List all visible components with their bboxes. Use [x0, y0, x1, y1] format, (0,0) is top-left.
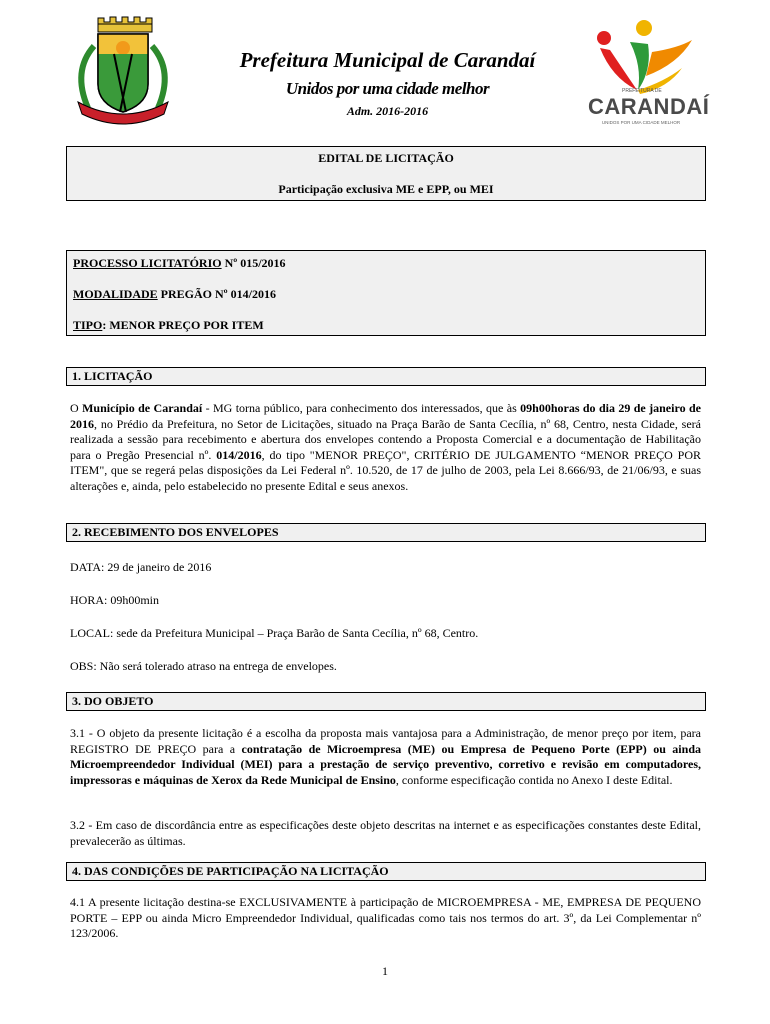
- section-4-paragraph-1: 4.1 A presente licitação destina-se EXCLUSIVAMENTE à participação de MICROEMPRESA - ME, EMPRESA DE PEQUENO PORTE – EPP ou ainda Micro Empreendedor Individual, qualificadas como tais nos termos do art. 3º, da Lei Complementar nº 123/2006.: [70, 895, 701, 940]
- edital-box: [66, 146, 706, 201]
- text-run: 3.1 - O objeto da presente licitação é a escolha da proposta mais vantajosa para a Administração, de menor preço por item, para REGISTRO DE PREÇO para a: [70, 726, 701, 756]
- municipality-title: Prefeitura Municipal de Carandaí: [239, 48, 536, 72]
- text-run-bold: 09h00horas do dia 29 de janeiro de 2016: [70, 401, 701, 431]
- edital-subtitle: Participação exclusiva ME e EPP, ou MEI: [278, 182, 494, 196]
- processo-value: Nº 015/2016: [221, 256, 286, 270]
- reception-time: HORA: 09h00min: [70, 593, 160, 607]
- tipo-value: : MENOR PREÇO POR ITEM: [102, 318, 264, 332]
- municipal-crest-icon: [64, 16, 182, 128]
- text-run-bold: 014/2016: [216, 447, 262, 462]
- modalidade-label: MODALIDADE: [73, 287, 158, 301]
- reception-note: OBS: Não será tolerado atraso na entrega de envelopes.: [70, 659, 337, 673]
- logo-word: CARANDAÍ: [588, 94, 710, 119]
- section-3-heading: 3. DO OBJETO: [66, 692, 706, 711]
- text-run: O: [70, 401, 83, 415]
- edital-title: EDITAL DE LICITAÇÃO: [318, 151, 454, 165]
- administration-period: Adm. 2016-2016: [346, 104, 429, 118]
- text-run-bold: Município de Carandaí: [82, 401, 203, 415]
- tipo-label: TIPO: [73, 318, 103, 332]
- section-1-heading: 1. LICITAÇÃO: [66, 367, 706, 386]
- text-run-bold: contratação de Microempresa (ME) ou Empresa de Pequeno Porte (EPP) ou ainda Microempreendedor Individual (MEI) para a prestação de serviço preventivo, corretivo e revisão em computadores, impressoras e máquinas de Xerox da Rede Municipal de Ensino: [70, 741, 701, 787]
- section-3-paragraph-1: [70, 726, 701, 788]
- logo-small-text: PREFEITURA DE: [622, 88, 662, 94]
- processo-box: [66, 250, 706, 336]
- modalidade-value: PREGÃO Nº 014/2016: [157, 287, 276, 301]
- text-run: , do tipo "MENOR PREÇO", CRITÉRIO DE JULGAMENTO “MENOR PREÇO POR ITEM", que se regerá pelas disposições da Lei Federal nº. 10.520, de 17 de julho de 2003, pela Lei 8.666/93, de 21/06/93, e suas alterações e, ainda, pelo estabelecido no presente Edital e seus anexos.: [70, 447, 701, 493]
- processo-line: [73, 256, 286, 271]
- carandai-logo-icon: [582, 18, 698, 98]
- text-run: - MG torna público, para conhecimento dos interessados, que às: [202, 401, 521, 415]
- municipality-motto: Unidos por uma cidade melhor: [285, 79, 490, 98]
- processo-label: PROCESSO LICITATÓRIO: [73, 256, 222, 270]
- carandai-logo: [582, 18, 710, 130]
- section-2-heading: 2. RECEBIMENTO DOS ENVELOPES: [66, 523, 706, 542]
- page-number: 1: [382, 964, 388, 978]
- section-3-paragraph-2: 3.2 - Em caso de discordância entre as especificações deste objeto descritas na internet e as especificações constantes deste Edital, prevalecerão as últimas.: [70, 818, 701, 848]
- text-run: , conforme especificação contida no Anexo I deste Edital.: [395, 772, 673, 787]
- section-1-paragraph: [70, 401, 701, 494]
- logo-tagline: UNIDOS POR UMA CIDADE MELHOR: [601, 120, 681, 125]
- tipo-line: [73, 318, 264, 333]
- modalidade-line: [73, 287, 276, 302]
- reception-location: LOCAL: sede da Prefeitura Municipal – Praça Barão de Santa Cecília, nº 68, Centro.: [70, 626, 479, 640]
- text-run: , no Prédio da Prefeitura, no Setor de Licitações, situado na Praça Barão de Santa Cecília, nº 68, Centro, nesta Cidade, será realizada a sessão para recebimento e abertura dos envelopes contendo a Proposta Comercial e a documentação de Habilitação para o Pregão Presencial nº.: [70, 416, 701, 462]
- section-4-heading: 4. DAS CONDIÇÕES DE PARTICIPAÇÃO NA LICITAÇÃO: [66, 862, 706, 881]
- reception-date: DATA: 29 de janeiro de 2016: [70, 560, 212, 574]
